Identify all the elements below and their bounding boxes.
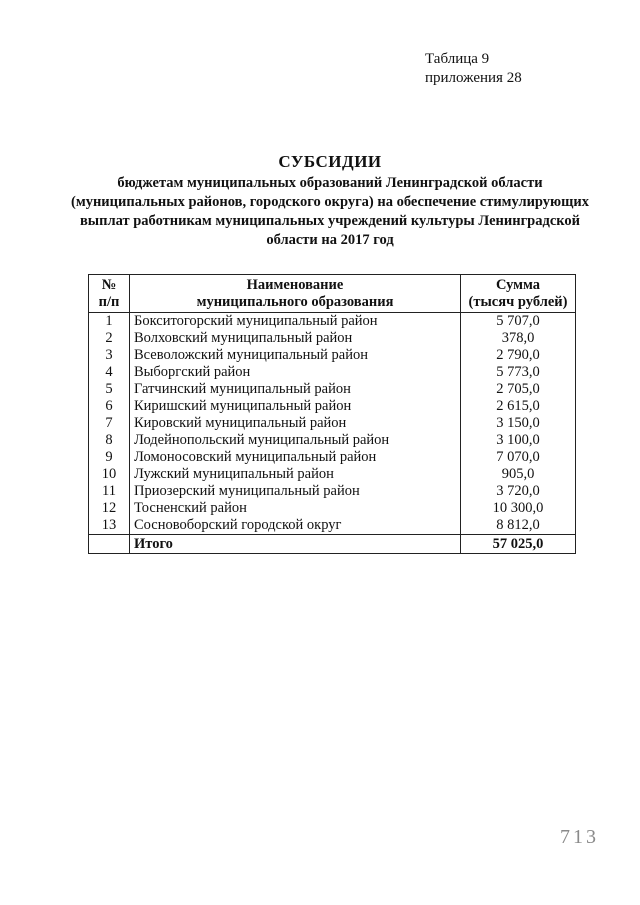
table-total-row (89, 535, 576, 554)
row-num: 1 (89, 313, 130, 331)
row-name: Выборгский район (130, 364, 461, 381)
row-name: Бокситогорский муниципальный район (130, 313, 461, 331)
header-num-line2: п/п (98, 294, 120, 310)
row-num: 9 (89, 449, 130, 466)
row-sum: 8 812,0 (461, 517, 576, 535)
row-name: Волховский муниципальный район (130, 330, 461, 347)
row-num: 10 (89, 466, 130, 483)
table-ref-line2: приложения 28 (425, 70, 522, 86)
table-row (89, 432, 576, 449)
title-line4: области на 2017 год (266, 232, 394, 248)
table-row (89, 398, 576, 415)
row-name: Кировский муниципальный район (130, 415, 461, 432)
row-name: Всеволожский муниципальный район (130, 347, 461, 364)
row-sum: 7 070,0 (461, 449, 576, 466)
table-header-row (89, 275, 576, 313)
row-num: 11 (89, 483, 130, 500)
header-name (130, 275, 461, 313)
title-line1: бюджетам муниципальных образований Ленинградской области (117, 175, 543, 191)
table-row (89, 466, 576, 483)
title-line3: выплат работникам муниципальных учреждений культуры Ленинградской (79, 213, 581, 229)
subsidies-table (88, 274, 576, 554)
row-num: 13 (89, 517, 130, 535)
table-row (89, 517, 576, 535)
header-num-line1: № (101, 277, 117, 293)
row-num: 5 (89, 381, 130, 398)
header-sum-line1: Сумма (495, 277, 541, 293)
row-name: Тосненский район (130, 500, 461, 517)
row-name: Киришский муниципальный район (130, 398, 461, 415)
row-num: 8 (89, 432, 130, 449)
row-num: 3 (89, 347, 130, 364)
row-num: 12 (89, 500, 130, 517)
page-number: 713 (560, 826, 599, 848)
table-row (89, 449, 576, 466)
row-num: 6 (89, 398, 130, 415)
row-num: 4 (89, 364, 130, 381)
row-name: Гатчинский муниципальный район (130, 381, 461, 398)
row-sum: 10 300,0 (461, 500, 576, 517)
total-num-cell (89, 535, 130, 554)
header-name-line2: муниципального образования (196, 294, 394, 310)
row-sum: 3 720,0 (461, 483, 576, 500)
row-name: Приозерский муниципальный район (130, 483, 461, 500)
row-sum: 378,0 (461, 330, 576, 347)
row-name: Лужский муниципальный район (130, 466, 461, 483)
table-body (89, 313, 576, 535)
table-reference (425, 50, 522, 88)
row-sum: 5 707,0 (461, 313, 576, 331)
title-main: СУБСИДИИ (278, 152, 382, 171)
table-row (89, 313, 576, 331)
table-row (89, 330, 576, 347)
table-row (89, 500, 576, 517)
row-num: 7 (89, 415, 130, 432)
row-sum: 3 150,0 (461, 415, 576, 432)
table-row (89, 364, 576, 381)
row-sum: 2 615,0 (461, 398, 576, 415)
table-row (89, 415, 576, 432)
row-name: Лодейнопольский муниципальный район (130, 432, 461, 449)
total-label: Итого (130, 535, 461, 554)
document-title (50, 152, 610, 250)
header-sum-line2: (тысяч рублей) (468, 294, 568, 310)
title-line2: (муниципальных районов, городского округа) на обеспечение стимулирующих (71, 194, 589, 210)
table-ref-line1: Таблица 9 (425, 51, 490, 67)
table-row (89, 347, 576, 364)
header-name-line1: Наименование (246, 277, 344, 293)
row-name: Ломоносовский муниципальный район (130, 449, 461, 466)
table-row (89, 381, 576, 398)
header-sum (461, 275, 576, 313)
total-sum: 57 025,0 (461, 535, 576, 554)
row-sum: 905,0 (461, 466, 576, 483)
row-sum: 5 773,0 (461, 364, 576, 381)
header-num (89, 275, 130, 313)
row-sum: 2 705,0 (461, 381, 576, 398)
row-sum: 3 100,0 (461, 432, 576, 449)
table-row (89, 483, 576, 500)
row-name: Сосновоборский городской округ (130, 517, 461, 535)
row-sum: 2 790,0 (461, 347, 576, 364)
row-num: 2 (89, 330, 130, 347)
